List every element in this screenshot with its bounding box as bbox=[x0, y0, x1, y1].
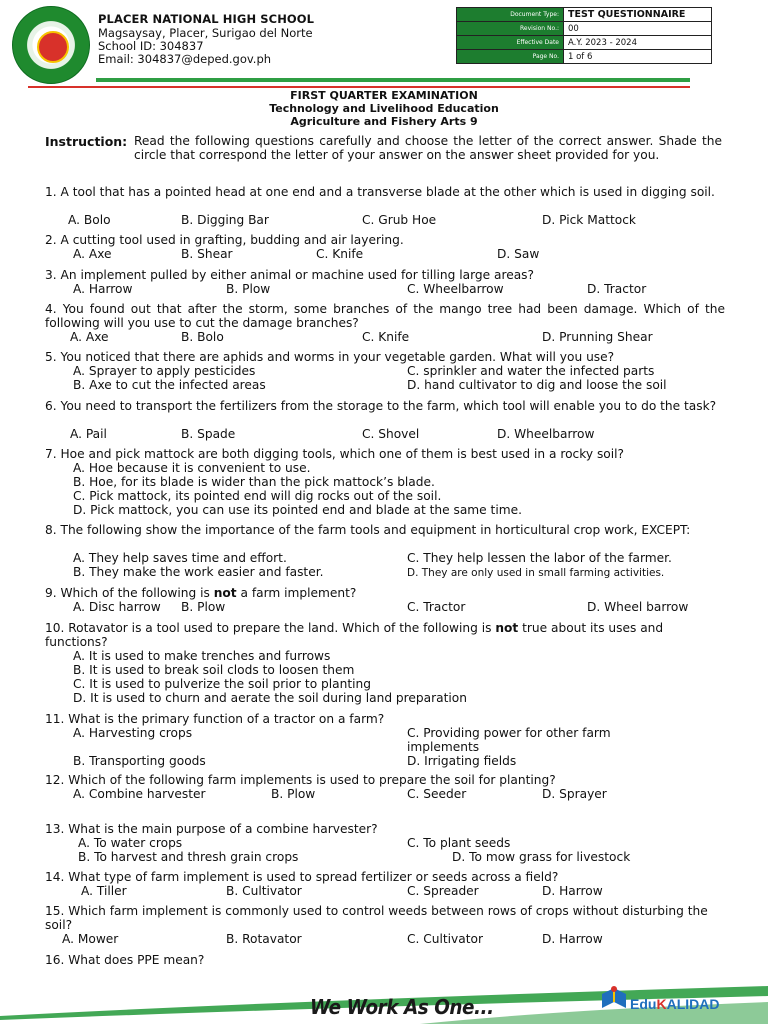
q10-choice-c: C. It is used to pulverize the soil prior to planting bbox=[73, 677, 371, 691]
q9-stem-emphasis: not bbox=[213, 586, 237, 600]
q9-stem-text-end: a farm implement? bbox=[236, 586, 357, 600]
edukalidad-logo bbox=[600, 984, 740, 1018]
page-no-row bbox=[457, 50, 712, 64]
q7-choice-c: C. Pick mattock, its pointed end will dig rocks out of the soil. bbox=[73, 489, 442, 503]
brand-edu: Edu bbox=[630, 996, 657, 1012]
effective-date-row bbox=[457, 36, 712, 50]
q13-choice-d: D. To mow grass for livestock bbox=[452, 850, 631, 864]
q4-choice-b: B. Bolo bbox=[181, 330, 224, 344]
revision-value: 00 bbox=[564, 22, 712, 36]
q12-choice-b: B. Plow bbox=[271, 787, 316, 801]
revision-label: Revision No.: bbox=[457, 22, 564, 36]
q2-choice-d: D. Saw bbox=[497, 247, 540, 261]
q10-stem-text: 10. Rotavator is a tool used to prepare the land. Which of the following is bbox=[45, 621, 496, 635]
q6-choice-d: D. Wheelbarrow bbox=[497, 427, 595, 441]
q14-choice-d: D. Harrow bbox=[542, 884, 603, 898]
q7-choice-d: D. Pick mattock, you can use its pointed end and blade at the same time. bbox=[73, 503, 522, 517]
q10-stem-text-end: true about its uses and functions? bbox=[45, 621, 664, 649]
question-8-stem: 8. The following show the importance of the farm tools and equipment in horticultural crop work, EXCEPT: bbox=[45, 523, 691, 537]
question-11-stem: 11. What is the primary function of a tractor on a farm? bbox=[45, 712, 385, 726]
subject-title: Technology and Livelihood Education bbox=[269, 102, 499, 115]
q14-choice-b: B. Cultivator bbox=[226, 884, 302, 898]
school-email: Email: 304837@deped.gov.ph bbox=[98, 52, 272, 66]
q10-choice-d: D. It is used to churn and aerate the soil during land preparation bbox=[73, 691, 467, 705]
instruction-text: Read the following questions carefully and choose the letter of the correct answer. Shade the circle that correspond the letter of your answer on the answer sheet provided for you. bbox=[134, 134, 722, 162]
q6-choice-c: C. Shovel bbox=[362, 427, 420, 441]
q15-choice-d: D. Harrow bbox=[542, 932, 603, 946]
q12-choice-a: A. Combine harvester bbox=[73, 787, 206, 801]
q6-choice-a: A. Pail bbox=[70, 427, 107, 441]
question-3-stem: 3. An implement pulled by either animal or machine used for tilling large areas? bbox=[45, 268, 534, 282]
q10-stem-emphasis: not bbox=[495, 621, 519, 635]
document-info-table bbox=[456, 7, 712, 64]
q3-choice-a: A. Harrow bbox=[73, 282, 133, 296]
doc-type-row bbox=[457, 8, 712, 22]
school-id: School ID: 304837 bbox=[98, 39, 204, 53]
school-name: PLACER NATIONAL HIGH SCHOOL bbox=[98, 12, 315, 26]
course-title: Agriculture and Fishery Arts 9 bbox=[290, 115, 478, 128]
question-15-stem: 15. Which farm implement is commonly used to control weeds between rows of crops without disturbing the soil? bbox=[45, 904, 708, 932]
q5-choice-c: C. sprinkler and water the infected parts bbox=[407, 364, 655, 378]
q9-choice-d: D. Wheel barrow bbox=[587, 600, 689, 614]
q3-choice-d: D. Tractor bbox=[587, 282, 647, 296]
question-14-stem: 14. What type of farm implement is used to spread fertilizer or seeds across a field? bbox=[45, 870, 559, 884]
q4-choice-a: A. Axe bbox=[70, 330, 109, 344]
q9-choice-c: C. Tractor bbox=[407, 600, 466, 614]
q14-choice-a: A. Tiller bbox=[81, 884, 127, 898]
doc-type-label: Document Type: bbox=[457, 8, 564, 22]
q11-choice-b: B. Transporting goods bbox=[73, 754, 206, 768]
q10-choice-b: B. It is used to break soil clods to loosen them bbox=[73, 663, 355, 677]
question-16-stem: 16. What does PPE mean? bbox=[45, 953, 205, 967]
q1-choice-a: A. Bolo bbox=[68, 213, 111, 227]
q1-choice-b: B. Digging Bar bbox=[181, 213, 269, 227]
q1-choice-c: C. Grub Hoe bbox=[362, 213, 437, 227]
q11-choice-c: C. Providing power for other farm implements bbox=[407, 726, 611, 754]
question-10-stem bbox=[45, 621, 725, 649]
logo-seal-icon bbox=[37, 31, 69, 63]
q12-choice-d: D. Sprayer bbox=[542, 787, 607, 801]
exam-title: FIRST QUARTER EXAMINATION bbox=[290, 89, 478, 102]
revision-row bbox=[457, 22, 712, 36]
doc-type-value: TEST QUESTIONNAIRE bbox=[564, 8, 712, 22]
question-4-stem: 4. You found out that after the storm, some branches of the mango tree had been damage. Which of the following will you use to cut the damage branches? bbox=[45, 302, 725, 330]
q8-choice-a: A. They help saves time and effort. bbox=[73, 551, 287, 565]
school-address: Magsaysay, Placer, Surigao del Norte bbox=[98, 26, 313, 40]
q4-choice-d: D. Prunning Shear bbox=[542, 330, 653, 344]
question-2-stem: 2. A cutting tool used in grafting, budding and air layering. bbox=[45, 233, 404, 247]
q14-choice-c: C. Spreader bbox=[407, 884, 479, 898]
q15-choice-b: B. Rotavator bbox=[226, 932, 302, 946]
q13-choice-a: A. To water crops bbox=[78, 836, 183, 850]
q5-choice-b: B. Axe to cut the infected areas bbox=[73, 378, 266, 392]
footer-slogan: We Work As One... bbox=[310, 995, 494, 1019]
q7-choice-b: B. Hoe, for its blade is wider than the pick mattock’s blade. bbox=[73, 475, 435, 489]
question-7-stem: 7. Hoe and pick mattock are both digging tools, which one of them is best used in a rocky soil? bbox=[45, 447, 624, 461]
header-divider-red bbox=[28, 86, 690, 88]
brand-rest: ALIDAD bbox=[666, 996, 720, 1012]
question-6-stem: 6. You need to transport the fertilizers from the storage to the farm, which tool will enable you to do the task? bbox=[45, 399, 717, 413]
q4-choice-c: C. Knife bbox=[362, 330, 410, 344]
question-13-stem: 13. What is the main purpose of a combine harvester? bbox=[45, 822, 378, 836]
q11-choice-d: D. Irrigating fields bbox=[407, 754, 517, 768]
q13-choice-b: B. To harvest and thresh grain crops bbox=[78, 850, 299, 864]
q5-choice-d: D. hand cultivator to dig and loose the soil bbox=[407, 378, 667, 392]
page-no-value: 1 of 6 bbox=[564, 50, 712, 64]
question-9-stem bbox=[45, 586, 356, 600]
page-no-label: Page No. bbox=[457, 50, 564, 64]
q8-choice-b: B. They make the work easier and faster. bbox=[73, 565, 324, 579]
edukalidad-wordmark bbox=[630, 996, 719, 1012]
q11-choice-a: A. Harvesting crops bbox=[73, 726, 193, 740]
effective-date-label: Effective Date bbox=[457, 36, 564, 50]
q10-choice-a: A. It is used to make trenches and furrows bbox=[73, 649, 331, 663]
q2-choice-a: A. Axe bbox=[73, 247, 112, 261]
q5-choice-a: A. Sprayer to apply pesticides bbox=[73, 364, 256, 378]
question-1-stem: 1. A tool that has a pointed head at one end and a transverse blade at the other which is used in digging soil. bbox=[45, 185, 715, 199]
q15-choice-c: C. Cultivator bbox=[407, 932, 483, 946]
q3-choice-c: C. Wheelbarrow bbox=[407, 282, 504, 296]
q6-choice-b: B. Spade bbox=[181, 427, 236, 441]
q12-choice-c: C. Seeder bbox=[407, 787, 467, 801]
question-5-stem: 5. You noticed that there are aphids and worms in your vegetable garden. What will you use? bbox=[45, 350, 615, 364]
q7-choice-a: A. Hoe because it is convenient to use. bbox=[73, 461, 311, 475]
q15-choice-a: A. Mower bbox=[62, 932, 119, 946]
q3-choice-b: B. Plow bbox=[226, 282, 271, 296]
q2-choice-c: C. Knife bbox=[316, 247, 364, 261]
q8-choice-d: D. They are only used in small farming activities. bbox=[407, 567, 665, 579]
q9-choice-b: B. Plow bbox=[181, 600, 226, 614]
header-divider-green bbox=[96, 78, 690, 82]
q2-choice-b: B. Shear bbox=[181, 247, 233, 261]
question-12-stem: 12. Which of the following farm implements is used to prepare the soil for planting? bbox=[45, 773, 556, 787]
brand-k: K bbox=[656, 996, 667, 1012]
school-logo bbox=[12, 6, 90, 84]
q9-choice-a: A. Disc harrow bbox=[73, 600, 161, 614]
q8-choice-c: C. They help lessen the labor of the farmer. bbox=[407, 551, 672, 565]
q1-choice-d: D. Pick Mattock bbox=[542, 213, 636, 227]
q9-stem-text: 9. Which of the following is bbox=[45, 586, 214, 600]
effective-date-value: A.Y. 2023 - 2024 bbox=[564, 36, 712, 50]
q13-choice-c: C. To plant seeds bbox=[407, 836, 511, 850]
instruction-label: Instruction: bbox=[45, 134, 128, 149]
book-icon bbox=[600, 986, 628, 1012]
